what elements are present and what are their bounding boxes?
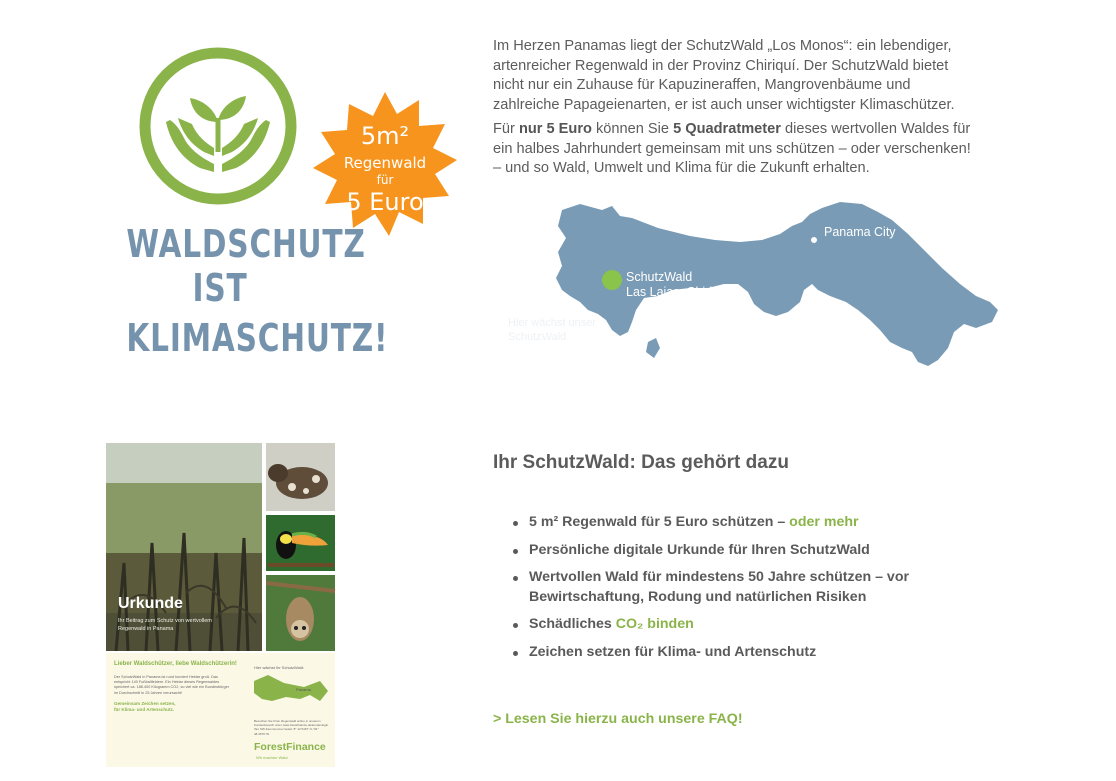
co2-link[interactable]: CO₂ binden <box>615 616 694 632</box>
list-item: Zeichen setzen für Klima- und Artenschutz <box>513 643 933 663</box>
certificate-body: Der SchutzWald in Panama ist rund hundert Hektar groß. Das entspricht 140 Fußballfeldern. Ein Hektar dieses Regenwaldes speichert ca. 188.400 Kilogramm CO2, so viel wie ein Bundesbürger im Durchschnitt in 25 Jahren verursacht! <box>114 675 230 695</box>
slogan-line2: IST <box>192 266 248 310</box>
price-badge <box>313 92 457 236</box>
sloth-photo <box>266 575 335 651</box>
benefits-list <box>513 513 933 670</box>
certificate-subtitle: Ihr Beitrag zum Schutz von wertvollem Regenwald in Panama <box>118 618 212 632</box>
certificate-brand: ForestFinance <box>254 741 326 753</box>
tapir-photo <box>266 443 335 511</box>
city-label: Panama City <box>824 225 896 239</box>
list-item: Schädliches CO₂ binden <box>513 615 933 635</box>
badge-line2: Regenwald <box>343 154 427 172</box>
list-item: Persönliche digitale Urkunde für Ihren SchutzWald <box>513 541 933 561</box>
more-link[interactable]: oder mehr <box>789 514 859 530</box>
slogan-line1: WALDSCHUTZ <box>126 222 366 266</box>
city-marker <box>811 237 818 244</box>
badge-line3: für <box>376 173 394 187</box>
slogan-line3: KLIMASCHUTZ! <box>126 316 389 360</box>
certificate-greeting: Lieber Waldschützer, liebe Waldschützerin! <box>114 661 237 667</box>
intro-paragraph-1: Im Herzen Panamas liegt der SchutzWald „Los Monos“: ein lebendiger, artenreicher Regenwald in der Provinz Chiriquí. Der SchutzWald bietet nicht nur ein Zuhause für Kapuzineraffen, Mangrovenbäume und zahlreiche Papageienarten, er ist auch unser wichtigster Klimaschützer. <box>493 38 955 113</box>
list-item: 5 m² Regenwald für 5 Euro schützen – oder mehr <box>513 513 933 533</box>
certificate-map <box>254 675 328 701</box>
faq-link[interactable]: > Lesen Sie hierzu auch unsere FAQ! <box>493 711 743 727</box>
faded-label-1: Hier wächst unser <box>508 317 597 329</box>
certificate-map-city: Panama <box>296 687 311 692</box>
certificate-closing: Gemeinsam Zeichen setzen, für Klima- und Artenschutz. <box>114 701 176 712</box>
panama-landmass <box>556 202 998 366</box>
certificate-map-caption: Hier wächst Ihr SchutzWald: <box>254 665 305 670</box>
forest-label-2: Las Lajas, Chiriqui <box>626 285 729 299</box>
certificate-preview[interactable] <box>106 443 335 767</box>
certificate-footer-note: Besuchen Sie Ihren Regenwald online in unserem Kundenbereich unter www.forestfinance.de/kundenlogin. Ihre SW-Kennnummer lautet: 8° 12.5467' N / 81° 48.4579' W <box>254 719 330 736</box>
list-item: Wertvollen Wald für mindestens 50 Jahre schützen – vor Bewirtschaftung, Rodung und natürlichen Risiken <box>513 568 933 607</box>
badge-line1: 5m² <box>360 122 410 150</box>
section-heading: Ihr SchutzWald: Das gehört dazu <box>493 452 789 473</box>
intro-paragraph-2: Für nur 5 Euro können Sie 5 Quadratmeter dieses wertvollen Waldes für ein halbes Jahrhundert gemeinsam mit uns schützen – oder verschenken! – und so Wald, Umwelt und Klima für die Zukunft erhalten. <box>493 121 971 176</box>
panama-map <box>508 192 1000 382</box>
certificate-title: Urkunde <box>118 595 183 612</box>
faded-label-2: SchutzWald <box>508 331 567 343</box>
forest-label-1: SchutzWald <box>626 270 693 284</box>
forest-marker <box>602 270 622 290</box>
badge-line4: 5 Euro <box>346 188 424 216</box>
toucan-photo <box>266 515 335 571</box>
certificate-brand-tag: Wir machen Wald. <box>256 755 289 760</box>
